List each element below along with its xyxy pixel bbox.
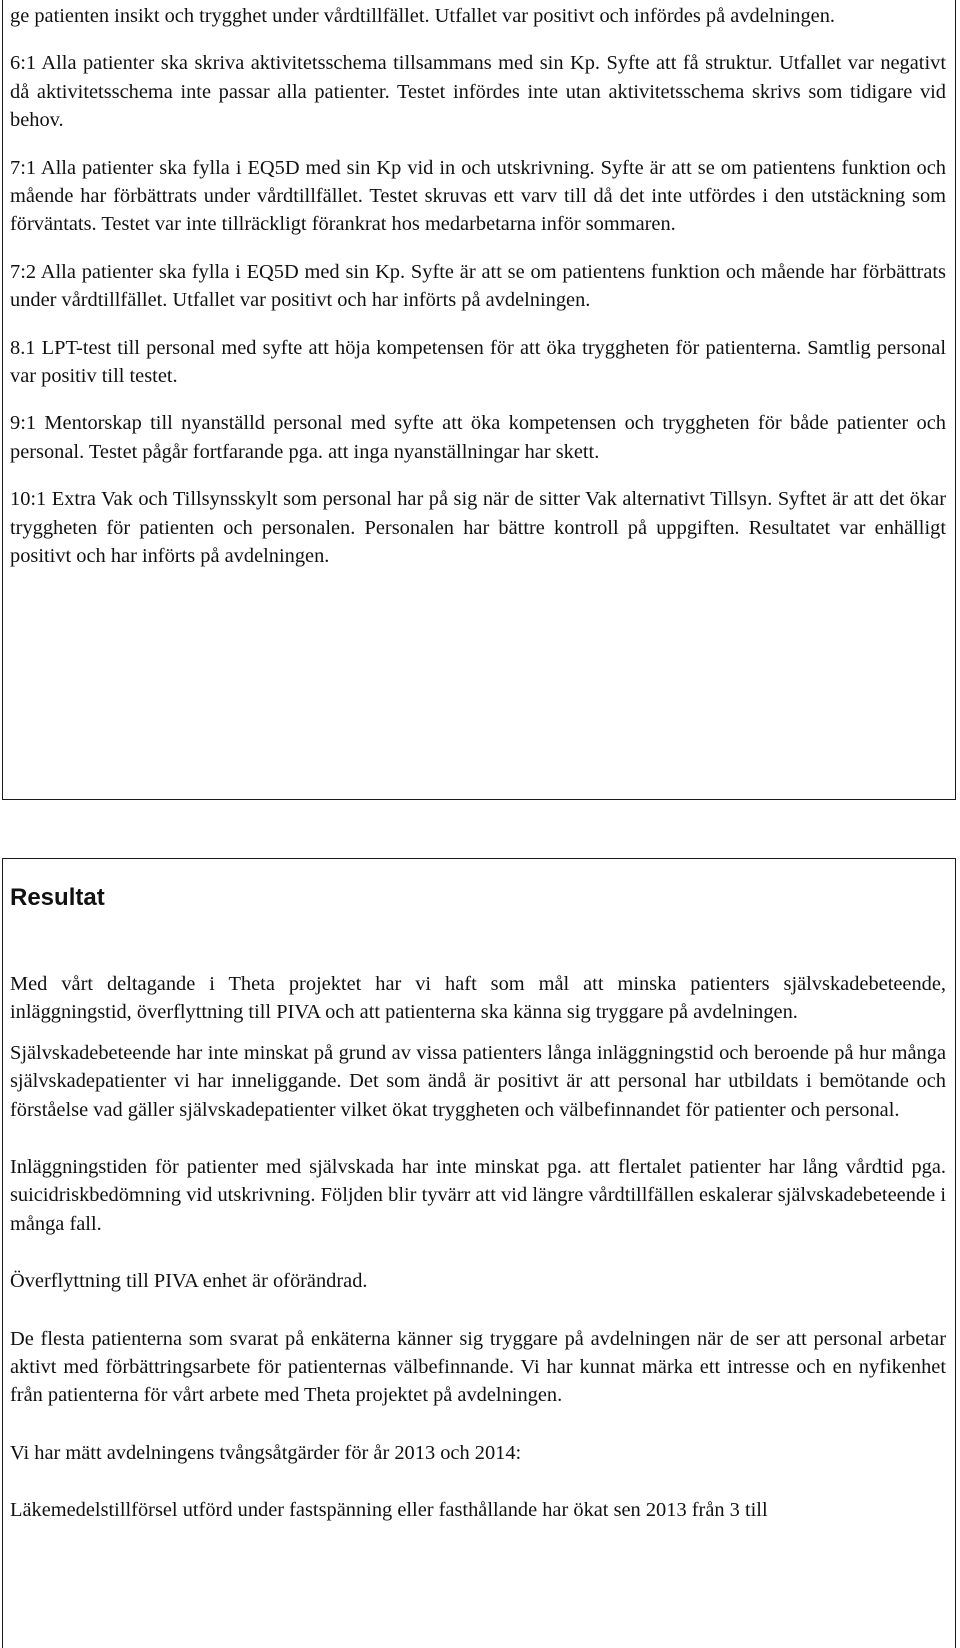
paragraph: 7:1 Alla patienter ska fylla i EQ5D med sin Kp vid in och utskrivning. Syfte är att se om patientens funktion och mående har förbättrats under vårdtillfället. Testet skruvas ett varv till då det inte utfördes i den utstäckning som förväntats. Testet var inte tillräckligt förankrat hos medarbetarna inför sommaren. <box>10 156 946 236</box>
paragraph: Med vårt deltagande i Theta projektet har vi haft som mål att minska patienters självskadebeteende, inläggningstid, överflyttning till PIVA och att patienterna ska känna sig tryggare på avdelningen. <box>10 973 946 1024</box>
paragraph: Överflyttning till PIVA enhet är oförändrad. <box>10 1270 368 1293</box>
result-box <box>2 858 956 1648</box>
paragraph: Inläggningstiden för patienter med självskada har inte minskat pga. att flertalet patienter har lång vårdtid pga. suicidriskbedömning vid utskrivning. Följden blir tyvärr att vid längre vårdtillfällen eskalerar självskadebeteende i många fall. <box>10 1156 946 1235</box>
top-text-box <box>2 0 956 800</box>
paragraph: 9:1 Mentorskap till nyanställd personal med syfte att öka kompetensen och tryggheten för både patienter och personal. Testet pågår fortfarande pga. att inga nyanställningar har skett. <box>10 412 946 463</box>
top-text-content <box>3 0 955 571</box>
paragraph: De flesta patienterna som svarat på enkäterna känner sig tryggare på avdelningen när de ser att personal arbetar aktivt med förbättringsarbete för patienternas välbefinnande. Vi har kunnat märka ett intresse och en nyfikenhet från patienterna för vårt arbete med Theta projektet på avdelningen. <box>10 1327 946 1407</box>
paragraph: Vi har mätt avdelningens tvångsåtgärder för år 2013 och 2014: <box>10 1441 522 1464</box>
section-heading: Resultat <box>10 884 105 911</box>
paragraph: 7:2 Alla patienter ska fylla i EQ5D med sin Kp. Syfte är att se om patientens funktion och mående har förbättrats under vårdtillfället. Utfallet var positivt och har införts på avdelningen. <box>10 260 946 312</box>
paragraph: 10:1 Extra Vak och Tillsynsskylt som personal har på sig när de sitter Vak alternativt Tillsyn. Syftet är att det ökar tryggheten för patienten och personalen. Personalen har bättre kontroll på uppgiften. Resultatet var enhälligt positivt och har införts på avdelningen. <box>10 488 946 568</box>
paragraph: Läkemedelstillförsel utförd under fastspänning eller fasthållande har ökat sen 2013 från 3 till <box>10 1499 768 1522</box>
paragraph: ge patienten insikt och trygghet under vårdtillfället. Utfallet var positivt och infördes på avdelningen. <box>10 5 836 27</box>
result-content <box>3 883 955 1525</box>
paragraph: 8.1 LPT-test till personal med syfte att höja kompetensen för att öka tryggheten för patienterna. Samtlig personal var positiv till testet. <box>10 336 946 388</box>
paragraph: Självskadebeteende har inte minskat på grund av vissa patienters långa inläggningstid och beroende på hur många självskadepatienter vi har inneliggande. Det som ändå är positivt är att personal har utbildats i bemötande och förståelse vad gäller självskadepatienter vilket ökat tryggheten och välbefinnandet för patienter och personal. <box>10 1041 946 1121</box>
paragraph: 6:1 Alla patienter ska skriva aktivitetsschema tillsammans med sin Kp. Syfte att få struktur. Utfallet var negativt då aktivitetsschema inte passar alla patienter. Testet infördes inte utan aktivitetsschema skrivs som tidigare vid behov. <box>10 52 946 132</box>
